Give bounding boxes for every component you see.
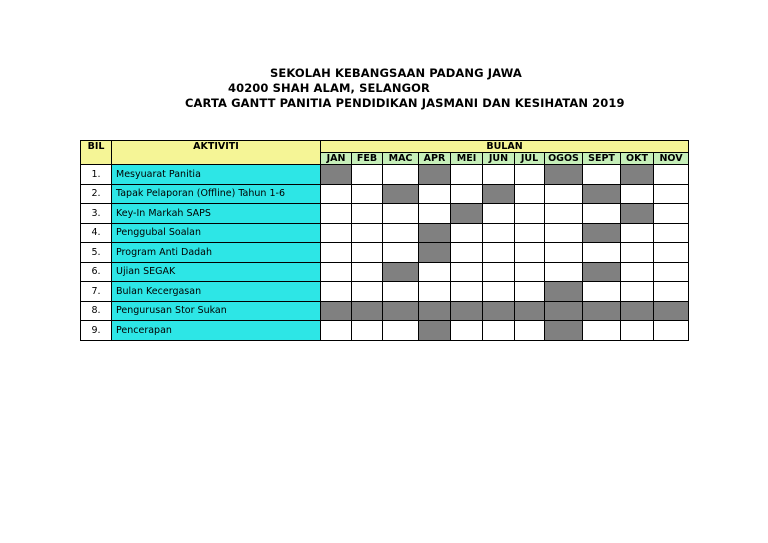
gantt-cell-active: [383, 184, 419, 204]
gantt-cell-empty: [515, 223, 545, 243]
row-number: 6.: [81, 262, 112, 282]
gantt-cell-empty: [583, 321, 621, 341]
gantt-cell-empty: [451, 184, 483, 204]
row-number: 2.: [81, 184, 112, 204]
gantt-cell-active: [419, 301, 451, 321]
gantt-cell-empty: [321, 282, 352, 302]
gantt-cell-active: [419, 165, 451, 185]
gantt-cell-empty: [352, 184, 383, 204]
gantt-cell-empty: [654, 282, 689, 302]
gantt-cell-empty: [654, 165, 689, 185]
gantt-cell-empty: [545, 204, 583, 224]
gantt-cell-active: [545, 282, 583, 302]
month-header: NOV: [654, 153, 689, 165]
gantt-cell-empty: [352, 262, 383, 282]
gantt-cell-empty: [621, 243, 654, 263]
gantt-body: [81, 165, 689, 341]
gantt-cell-empty: [515, 243, 545, 263]
gantt-cell-active: [583, 262, 621, 282]
gantt-cell-active: [545, 301, 583, 321]
document-title: CARTA GANTT PANITIA PENDIDIKAN JASMANI DAN KESIHATAN 2019: [185, 96, 625, 110]
gantt-cell-empty: [483, 321, 515, 341]
gantt-cell-empty: [383, 223, 419, 243]
gantt-cell-active: [419, 243, 451, 263]
table-row: [81, 243, 689, 263]
gantt-cell-empty: [515, 262, 545, 282]
gantt-cell-empty: [515, 204, 545, 224]
month-header: JUL: [515, 153, 545, 165]
gantt-cell-empty: [321, 223, 352, 243]
gantt-cell-empty: [352, 223, 383, 243]
row-number: 8.: [81, 301, 112, 321]
activity-name: Ujian SEGAK: [112, 262, 321, 282]
month-header: FEB: [352, 153, 383, 165]
month-header: MEI: [451, 153, 483, 165]
gantt-cell-empty: [352, 204, 383, 224]
school-address: 40200 SHAH ALAM, SELANGOR: [228, 81, 430, 95]
gantt-cell-active: [621, 204, 654, 224]
table-row: [81, 223, 689, 243]
gantt-cell-empty: [483, 243, 515, 263]
gantt-cell-empty: [654, 262, 689, 282]
gantt-cell-empty: [515, 282, 545, 302]
gantt-cell-empty: [383, 165, 419, 185]
gantt-cell-empty: [583, 204, 621, 224]
gantt-table: [80, 140, 689, 341]
gantt-cell-empty: [321, 262, 352, 282]
gantt-cell-active: [451, 301, 483, 321]
row-number: 4.: [81, 223, 112, 243]
gantt-cell-empty: [654, 204, 689, 224]
gantt-cell-empty: [583, 243, 621, 263]
col-header-aktiviti: AKTIVITI: [112, 141, 321, 165]
gantt-cell-empty: [321, 243, 352, 263]
gantt-cell-empty: [621, 184, 654, 204]
gantt-cell-empty: [451, 223, 483, 243]
gantt-cell-empty: [621, 223, 654, 243]
col-header-bulan: BULAN: [321, 141, 689, 153]
gantt-cell-active: [654, 301, 689, 321]
gantt-cell-empty: [451, 262, 483, 282]
gantt-cell-empty: [352, 282, 383, 302]
month-header: APR: [419, 153, 451, 165]
month-header: MAC: [383, 153, 419, 165]
gantt-cell-empty: [654, 321, 689, 341]
gantt-cell-empty: [483, 223, 515, 243]
gantt-cell-empty: [483, 204, 515, 224]
month-header: SEPT: [583, 153, 621, 165]
gantt-cell-active: [515, 301, 545, 321]
gantt-cell-active: [383, 262, 419, 282]
row-number: 1.: [81, 165, 112, 185]
table-row: [81, 165, 689, 185]
activity-name: Program Anti Dadah: [112, 243, 321, 263]
gantt-cell-empty: [515, 184, 545, 204]
gantt-cell-empty: [321, 204, 352, 224]
gantt-cell-empty: [583, 282, 621, 302]
month-header: JUN: [483, 153, 515, 165]
row-number: 5.: [81, 243, 112, 263]
gantt-cell-empty: [483, 165, 515, 185]
gantt-cell-empty: [383, 243, 419, 263]
activity-name: Bulan Kecergasan: [112, 282, 321, 302]
row-number: 3.: [81, 204, 112, 224]
gantt-cell-empty: [621, 282, 654, 302]
gantt-cell-empty: [451, 321, 483, 341]
gantt-cell-active: [483, 184, 515, 204]
gantt-cell-empty: [621, 321, 654, 341]
month-header: OKT: [621, 153, 654, 165]
gantt-cell-active: [583, 184, 621, 204]
gantt-cell-empty: [545, 243, 583, 263]
gantt-cell-active: [419, 321, 451, 341]
gantt-cell-empty: [545, 262, 583, 282]
gantt-cell-active: [545, 165, 583, 185]
gantt-cell-empty: [321, 321, 352, 341]
gantt-cell-empty: [352, 243, 383, 263]
table-row: [81, 262, 689, 282]
table-row: [81, 321, 689, 341]
gantt-cell-empty: [383, 204, 419, 224]
gantt-cell-empty: [321, 184, 352, 204]
table-row: [81, 204, 689, 224]
gantt-cell-active: [621, 301, 654, 321]
table-row: [81, 184, 689, 204]
gantt-cell-active: [321, 165, 352, 185]
month-header: OGOS: [545, 153, 583, 165]
row-number: 7.: [81, 282, 112, 302]
activity-name: Pencerapan: [112, 321, 321, 341]
table-row: [81, 282, 689, 302]
gantt-cell-empty: [545, 184, 583, 204]
gantt-cell-empty: [483, 282, 515, 302]
gantt-cell-empty: [419, 184, 451, 204]
gantt-cell-empty: [515, 165, 545, 185]
school-name: SEKOLAH KEBANGSAAN PADANG JAWA: [270, 66, 522, 80]
month-header: JAN: [321, 153, 352, 165]
gantt-cell-empty: [419, 262, 451, 282]
row-number: 9.: [81, 321, 112, 341]
gantt-cell-active: [583, 223, 621, 243]
activity-name: Pengurusan Stor Sukan: [112, 301, 321, 321]
gantt-cell-empty: [419, 282, 451, 302]
gantt-cell-active: [545, 321, 583, 341]
gantt-cell-empty: [515, 321, 545, 341]
gantt-cell-empty: [621, 262, 654, 282]
gantt-cell-active: [483, 301, 515, 321]
gantt-cell-empty: [451, 243, 483, 263]
gantt-cell-empty: [451, 282, 483, 302]
gantt-cell-active: [352, 301, 383, 321]
gantt-cell-empty: [352, 165, 383, 185]
gantt-cell-empty: [545, 223, 583, 243]
gantt-cell-empty: [654, 243, 689, 263]
gantt-cell-empty: [583, 165, 621, 185]
activity-name: Key-In Markah SAPS: [112, 204, 321, 224]
header-row-top: [81, 141, 689, 153]
activity-name: Mesyuarat Panitia: [112, 165, 321, 185]
gantt-cell-empty: [483, 262, 515, 282]
gantt-cell-empty: [654, 184, 689, 204]
gantt-cell-empty: [654, 223, 689, 243]
table-row: [81, 301, 689, 321]
gantt-cell-active: [419, 223, 451, 243]
gantt-cell-empty: [383, 321, 419, 341]
activity-name: Penggubal Soalan: [112, 223, 321, 243]
gantt-cell-empty: [383, 282, 419, 302]
gantt-cell-empty: [451, 165, 483, 185]
gantt-cell-empty: [352, 321, 383, 341]
gantt-cell-active: [583, 301, 621, 321]
gantt-cell-active: [321, 301, 352, 321]
gantt-cell-active: [383, 301, 419, 321]
activity-name: Tapak Pelaporan (Offline) Tahun 1-6: [112, 184, 321, 204]
gantt-cell-active: [451, 204, 483, 224]
gantt-cell-active: [621, 165, 654, 185]
col-header-bil: BIL: [81, 141, 112, 165]
gantt-cell-empty: [419, 204, 451, 224]
